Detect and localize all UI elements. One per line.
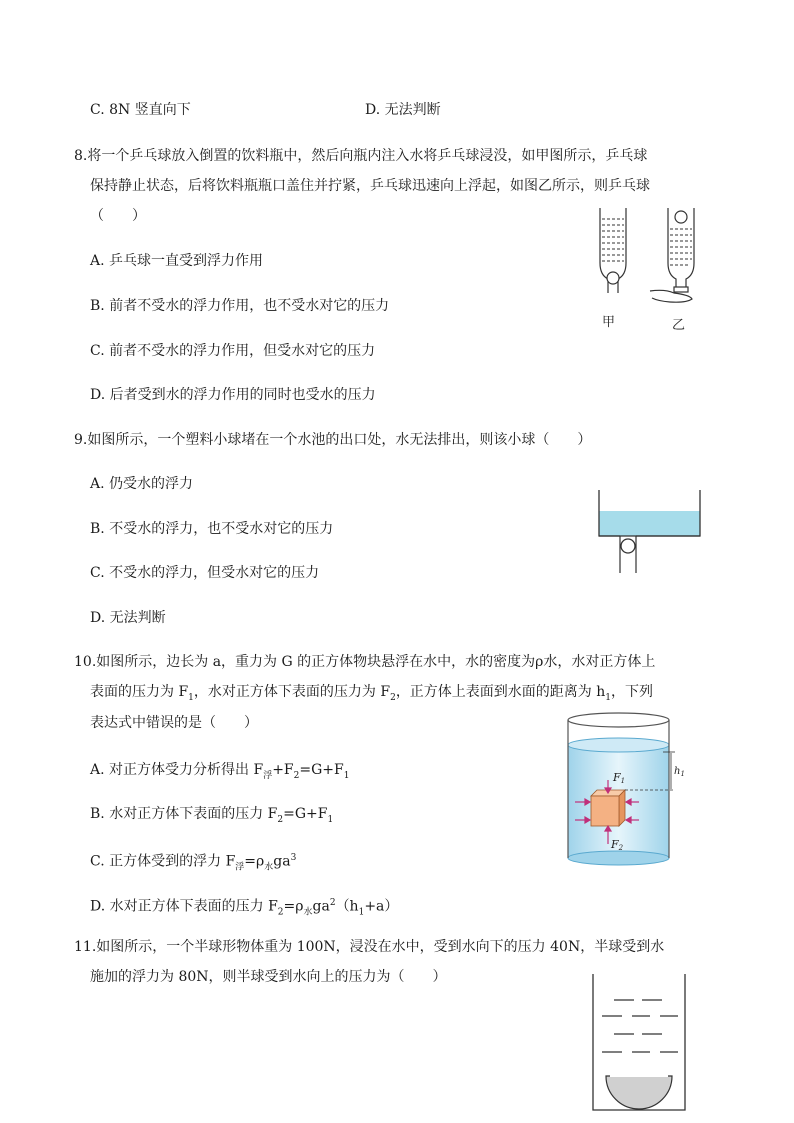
q10-b-1: B. 水对正方体下表面的压力 F <box>90 806 278 822</box>
q10-a-1: A. 对正方体受力分析得出 F <box>90 762 264 778</box>
q9-pool-figure <box>596 487 704 577</box>
q10-d-3: ga <box>312 898 330 915</box>
q8-option-a: A. 乒乓球一直受到浮力作用 <box>90 253 264 269</box>
q7-option-c: C. 8N 竖直向下 <box>90 102 191 118</box>
q8-bottle-figure <box>590 203 710 333</box>
sub-2: 2 <box>390 692 396 703</box>
q10-stem-line3: 表达式中错误的是（ ） <box>90 715 258 731</box>
q10-c-sub: 浮 <box>235 862 245 873</box>
q10-b-sub2: 2 <box>277 814 284 825</box>
fig-label-yi: 乙 <box>672 318 686 333</box>
q9-option-a: A. 仍受水的浮力 <box>90 476 194 492</box>
q10-a-sub: 浮 <box>263 770 273 781</box>
q10-d-4: （h <box>335 898 359 915</box>
q10-a-sub1: 1 <box>343 770 350 781</box>
q10-option-d <box>90 893 398 922</box>
q11-stem-line2: 施加的浮力为 80N，则半球受到水向上的压力为（ ） <box>90 969 447 985</box>
sub-1b: 1 <box>605 692 612 703</box>
q10-c-1: C. 正方体受到的浮力 F <box>90 853 236 870</box>
q9-stem: 9.如图所示，一个塑料小球堵在一个水池的出口处，水无法排出，则该小球（ ） <box>74 432 592 448</box>
q8-stem-line3: （ ） <box>90 208 146 224</box>
q10-d-sub1: 1 <box>358 907 365 918</box>
q10-option-c <box>90 848 296 877</box>
q8-stem-line1: 8.将一个乒乓球放入倒置的饮料瓶中，然后向瓶内注入水将乒乓球浸没，如甲图所示，乒乓球 <box>74 148 648 164</box>
q10-stem-line2 <box>90 682 653 708</box>
q10-line2-d: ，下列 <box>611 684 654 700</box>
q11-stem-line1: 11.如图所示，一个半球形物体重为 100N，浸没在水中，受到水向下的压力 40N，半球受到水 <box>74 939 665 955</box>
water-dashes <box>602 1000 678 1052</box>
q9-option-d: D. 无法判断 <box>90 610 166 626</box>
fig-h1-label: $h_1$ <box>674 766 685 778</box>
q10-b-sub1: 1 <box>327 814 334 825</box>
q10-d-sub: 水 <box>303 907 313 918</box>
q10-d-5: +a） <box>364 898 399 915</box>
q8-option-c: C. 前者不受水的浮力作用，但受水对它的压力 <box>90 343 376 359</box>
fig-f1-label: F1 <box>613 771 626 785</box>
q10-d-sup: 2 <box>329 898 336 908</box>
fig-label-jia: 甲 <box>602 315 616 330</box>
q10-option-b <box>90 804 333 830</box>
q10-line2-a: 表面的压力为 F <box>90 684 189 700</box>
q8-option-b: B. 前者不受水的浮力作用，也不受水对它的压力 <box>90 298 390 314</box>
q10-c-2: =ρ <box>244 853 265 870</box>
q9-option-c: C. 不受水的浮力，但受水对它的压力 <box>90 565 320 581</box>
q10-cylinder-figure <box>563 708 688 870</box>
q10-d-sub2: 2 <box>277 907 284 918</box>
q10-a-2: +F <box>272 762 294 778</box>
q8-stem-line2: 保持静止状态，后将饮料瓶瓶口盖住并拧紧，乒乓球迅速向上浮起，如图乙所示，则乒乓球 <box>90 178 650 194</box>
bottle-jia <box>600 208 626 293</box>
bottle-yi <box>650 208 694 302</box>
q10-option-a <box>90 760 349 786</box>
q10-c-sup: 3 <box>290 853 297 863</box>
q10-a-3: =G+F <box>299 762 344 778</box>
q10-a-sub2: 2 <box>293 770 300 781</box>
q10-c-3: ga <box>273 853 291 870</box>
q11-hemisphere-figure <box>588 972 690 1114</box>
q10-line2-b: ，水对正方体下表面的压力为 F <box>193 684 391 700</box>
q9-option-b: B. 不受水的浮力，也不受水对它的压力 <box>90 521 334 537</box>
q10-b-2: =G+F <box>283 806 328 822</box>
fig-f2-label: F2 <box>611 838 624 852</box>
q8-option-d: D. 后者受到水的浮力作用的同时也受水的压力 <box>90 387 376 403</box>
q10-d-1: D. 水对正方体下表面的压力 F <box>90 898 278 915</box>
q10-line2-c: ，正方体上表面到水面的距离为 h <box>395 684 606 700</box>
q10-stem-line1: 10.如图所示，边长为 a，重力为 G 的正方体物块悬浮在水中，水的密度为ρ水，水对正方体上 <box>74 654 656 670</box>
q10-d-2: =ρ <box>283 898 304 915</box>
sub-1: 1 <box>188 692 194 703</box>
q10-c-sub2: 水 <box>264 862 274 873</box>
q7-option-d: D. 无法判断 <box>365 102 441 118</box>
